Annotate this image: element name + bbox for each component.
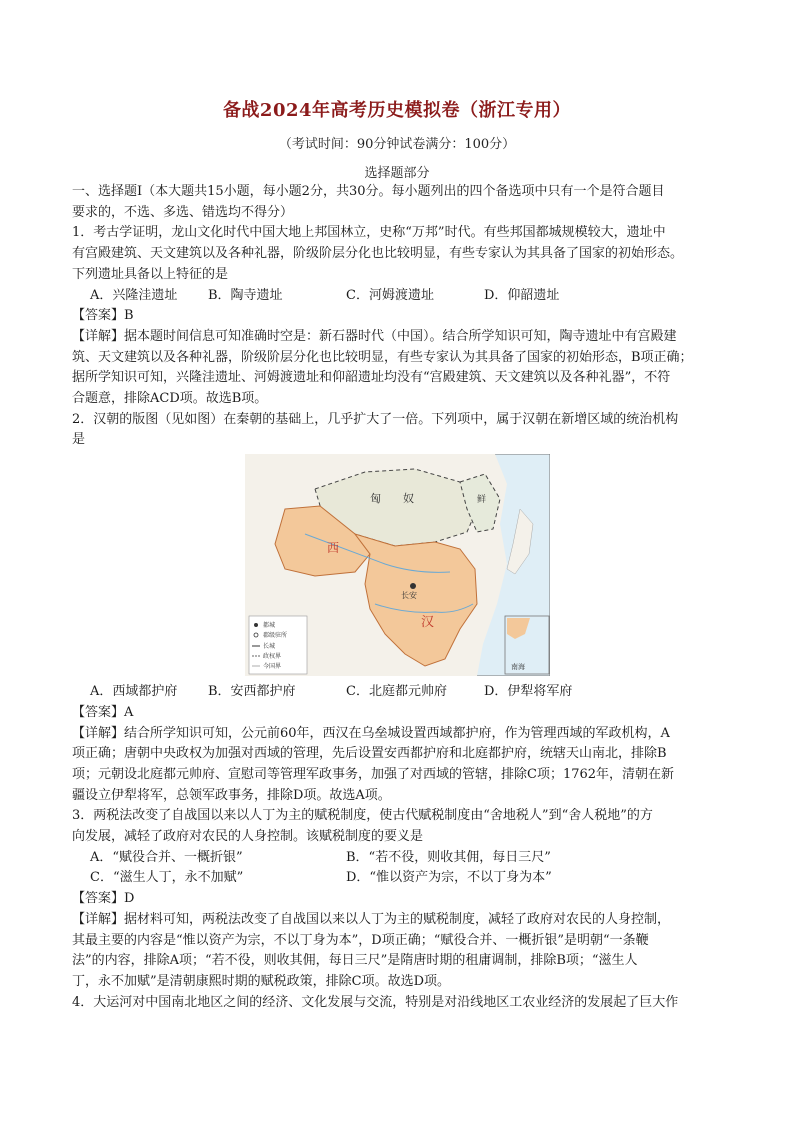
exam-body: [72, 182, 726, 1013]
q1-option-c: C．河姆渡遗址: [346, 287, 434, 303]
q3-stem: 3．两税法改变了自战国以来以人丁为主的赋税制度，使古代赋税制度由“舍地税人”到“舍人税地”的方: [72, 808, 653, 824]
q1-options: [72, 286, 726, 307]
q3-option-d: D．“惟以资产为宗，不以丁身为本”: [346, 870, 552, 886]
q1-detail: 合题意，排除ACD项。故选B项。: [72, 391, 268, 407]
page-title: 备战2024年高考历史模拟卷（浙江专用）: [222, 100, 572, 121]
q2-detail: 疆设立伊犁将军，总领军政事务，排除D项。故选A项。: [72, 787, 391, 803]
map-label-nu: 奴: [403, 492, 414, 506]
map-label-xiong: 匈: [370, 492, 381, 506]
q2-option-b: B．安西都护府: [208, 684, 296, 700]
q1-answer: 【答案】B: [72, 308, 134, 324]
q3-options-row: [72, 848, 726, 869]
q2-options: [72, 682, 726, 703]
map-label-nanhai: 南海: [511, 663, 525, 672]
q3-option-b: B．“若不役，则收其佣，每日三尺”: [346, 849, 551, 865]
q3-options-row: [72, 868, 726, 889]
exam-info: （考试时间：90分钟试卷满分：100分）: [278, 137, 516, 152]
q3-stem: 向发展，减轻了政府对农民的人身控制。该赋税制度的要义是: [72, 829, 424, 845]
q1-detail: 【详解】据本题时间信息可知准确时空是：新石器时代（中国）。结合所学知识可知，陶寺遗址中有宫殿建: [72, 328, 677, 344]
han-map-figure: [72, 453, 726, 680]
q2-option-a: A．西域都护府: [90, 684, 178, 700]
capital-marker: [410, 583, 416, 589]
q3-detail: 丁，永不加赋”是清朝康熙时期的赋税政策，排除C项。故选D项。: [72, 973, 451, 989]
han-territory-map: [245, 454, 550, 676]
q2-detail: 【详解】结合所学知识可知，公元前60年，西汉在乌垒城设置西域都护府，作为管理西域的军政机构，A: [72, 725, 670, 741]
q1-option-d: D．仰韶遗址: [484, 287, 560, 303]
legend-item: 郡级驻所: [263, 632, 288, 640]
map-label-han: 汉: [421, 615, 435, 631]
section-heading: 选择题部分: [364, 166, 430, 181]
q2-detail: 项；元朝设北庭都元帅府、宣慰司等管理军政事务，加强了对西域的管辖，排除C项；1762年，清朝在新: [72, 766, 675, 782]
q3-detail: 【详解】据材料可知，两税法改变了自战国以来以人丁为主的赋税制度，减轻了政府对农民的人身控制，: [72, 911, 671, 927]
q3-option-c: C．“滋生人丁，永不加赋”: [90, 870, 244, 886]
legend-item: 长城: [263, 643, 276, 651]
legend-item: 今国界: [263, 663, 282, 671]
q1-stem: 下列遗址具备以上特征的是: [72, 266, 229, 282]
q2-option-d: D．伊犁将军府: [484, 684, 573, 700]
q1-stem: 有宫殿建筑、天文建筑以及各种礼器，阶级阶层分化也比较明显，有些专家认为其具备了国家的初始形态。: [72, 246, 684, 262]
q2-answer: 【答案】A: [72, 704, 134, 720]
map-label-xi: 西: [327, 541, 340, 556]
q3-option-a: A．“赋役合并、一概折银”: [90, 849, 243, 865]
q1-option-b: B．陶寺遗址: [208, 287, 283, 303]
map-label-xianbei: 鲜: [477, 495, 487, 506]
q1-detail: 据所学知识可知，兴隆洼遗址、河姆渡遗址和仰韶遗址均没有“宫殿建筑、天文建筑以及各种礼器”，不符: [72, 370, 671, 386]
q3-detail: 法”的内容，排除A项；“若不役，则收其佣，每日三尺”是隋唐时期的租庸调制，排除B项；“滋生人: [72, 953, 638, 969]
q2-option-c: C．北庭都元帅府: [346, 684, 447, 700]
instructions-line: 要求的，不选、多选、错选均不得分）: [72, 204, 294, 220]
q3-detail: 其最主要的内容是“惟以资产为宗，不以丁身为本”，D项正确；“赋役合并、一概折银”是明朝“一条鞭: [72, 932, 649, 948]
q1-stem: 1．考古学证明，龙山文化时代中国大地上邦国林立，史称“万邦”时代。有些邦国都城规模较大，遗址中: [72, 225, 666, 241]
q2-stem: 2．汉朝的版图（见如图）在秦朝的基础上，几乎扩大了一倍。下列项中，属于汉朝在新增区域的统治机构: [72, 411, 679, 427]
q4-stem: 4．大运河对中国南北地区之间的经济、文化发展与交流，特别是对沿线地区工农业经济的发展起了巨大作: [72, 994, 679, 1010]
instructions-line: 一、选择题Ⅰ（本大题共15小题，每小题2分，共30分。每小题列出的四个备选项中只有一个是符合题目: [72, 184, 665, 199]
legend-item: 政权界: [263, 653, 282, 661]
q3-answer: 【答案】D: [72, 891, 135, 907]
q1-option-a: A．兴隆洼遗址: [90, 287, 178, 303]
map-label-changan: 长安: [401, 591, 417, 601]
legend-item: 都城: [263, 622, 276, 630]
legend-capital-icon: [254, 623, 258, 627]
q2-detail: 项正确；唐朝中央政权为加强对西域的管理，先后设置安西都护府和北庭都护府，统辖天山南北，排除B: [72, 746, 667, 762]
q2-stem: 是: [72, 432, 86, 448]
q1-detail: 筑、天文建筑以及各种礼器，阶级阶层分化也比较明显，有些专家认为其具备了国家的初始形态，B项正确；: [72, 349, 693, 365]
